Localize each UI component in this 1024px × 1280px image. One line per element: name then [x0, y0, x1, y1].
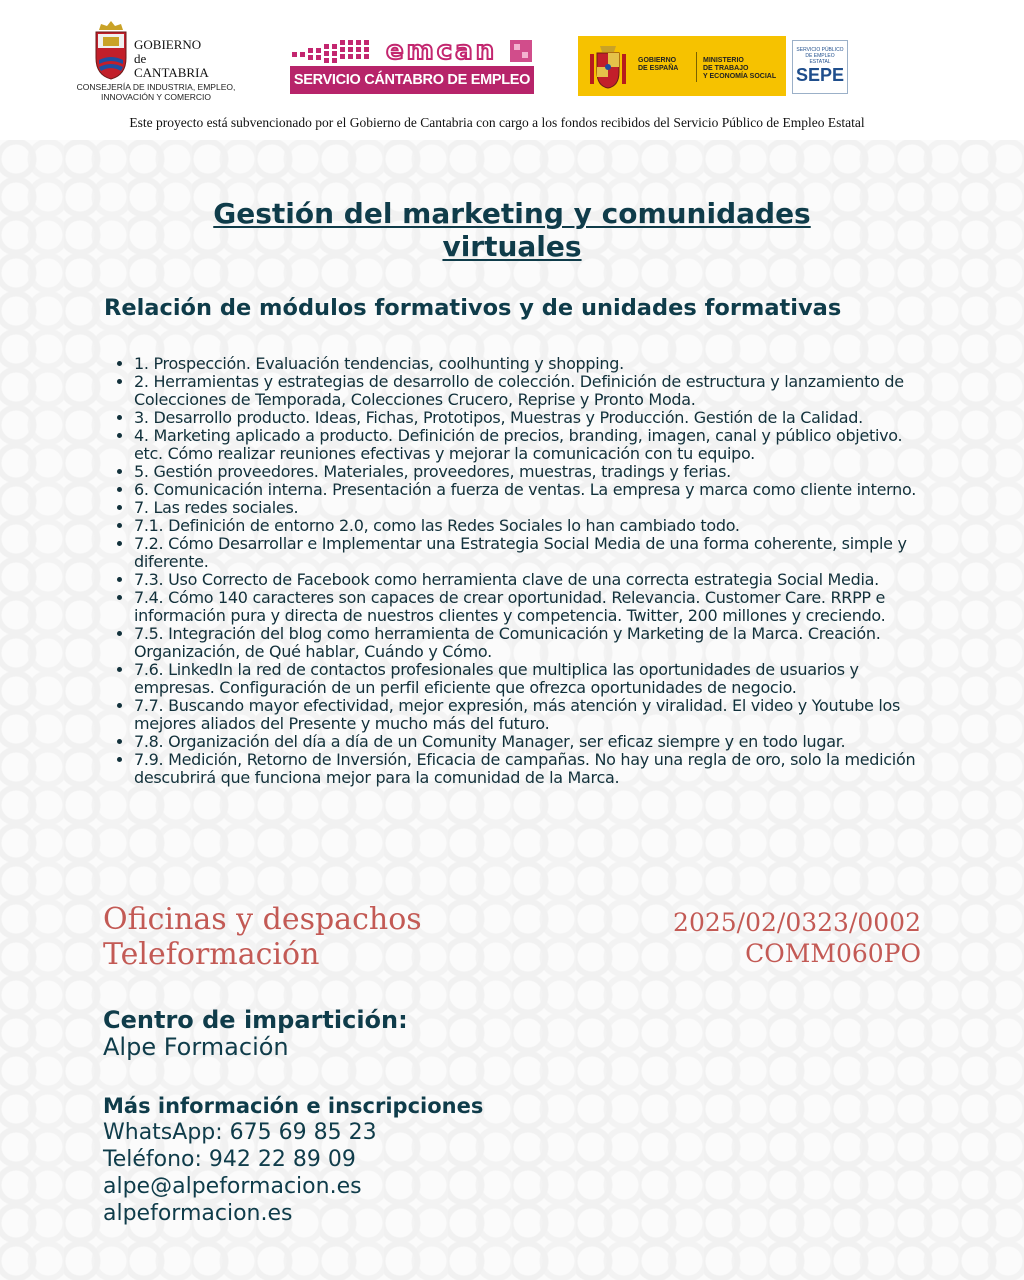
module-item: • 7.3. Uso Correcto de Facebook como herramienta clave de una correcta estrategia Social Media.: [134, 571, 934, 589]
gobierno-cantabria-name: GOBIERNO de CANTABRIA: [134, 37, 209, 80]
center-name: Alpe Formación: [103, 1033, 289, 1061]
emcan-wordmark: emcan: [386, 36, 498, 66]
module-item: • 7.2. Cómo Desarrollar e Implementar una Estrategia Social Media de una forma coherente, simple y diferente.: [134, 535, 934, 571]
divider: [696, 52, 697, 82]
center-heading: Centro de impartición:: [103, 1006, 408, 1034]
email-link[interactable]: alpe@alpeformacion.es: [103, 1174, 362, 1199]
module-item: • 7.8. Organización del día a día de un Comunity Manager, ser eficaz siempre y en todo lugar.: [134, 733, 934, 751]
website-link[interactable]: alpeformacion.es: [103, 1201, 293, 1226]
header: [0, 0, 1024, 140]
course-title: [160, 197, 864, 263]
course-sector: [103, 902, 422, 972]
gobierno-cantabria-logo: [66, 20, 246, 108]
module-item: • 7.7. Buscando mayor efectividad, mejor expresión, más atención y viralidad. El video y Youtube los mejores aliados del Presente y mucho más del futuro.: [134, 697, 934, 733]
gobierno-espana-text: GOBIERNO DE ESPAÑA: [638, 57, 679, 72]
module-item: • 6. Comunicación interna. Presentación a fuerza de ventas. La empresa y marca como cliente interno.: [134, 481, 934, 499]
emcan-logo: [290, 38, 534, 96]
sepe-logo: [792, 40, 848, 94]
course-title-line-2: virtuales: [442, 230, 582, 263]
sepe-wordmark: SEPE: [795, 65, 845, 85]
phone-contact[interactable]: Teléfono: 942 22 89 09: [103, 1147, 356, 1172]
subsidy-note: Este proyecto está subvencionado por el Gobierno de Cantabria con cargo a los fondos recibidos del Servicio Público de Empleo Estatal: [129, 115, 865, 130]
module-item: • 1. Prospección. Evaluación tendencias, coolhunting y shopping.: [134, 355, 934, 373]
spain-coat-of-arms-icon: [588, 42, 628, 90]
module-item: • 7.4. Cómo 140 caracteres son capaces de crear oportunidad. Relevancia. Customer Care. RRPP e información pura y directa de nuestros clientes y competencia. Twitter, 200 millones y creciendo.: [134, 589, 934, 625]
gobierno-espana-logo: [578, 36, 786, 96]
contact-list: [103, 1119, 377, 1227]
modules-heading: Relación de módulos formativos y de unidades formativas: [104, 295, 842, 321]
module-item: • 4. Marketing aplicado a producto. Definición de precios, branding, imagen, canal y público objetivo. etc. Cómo realizar reuniones efectivas y mejorar la comunicación con tu equipo.: [134, 427, 934, 463]
emcan-bar-text: SERVICIO CÁNTABRO DE EMPLEO: [290, 66, 534, 94]
sepe-full-name: SERVICIO PÚBLICO DE EMPLEO ESTATAL: [796, 47, 844, 65]
sector-line: Oficinas y despachos: [103, 902, 422, 937]
module-item: • 7.6. LinkedIn la red de contactos profesionales que multiplica las oportunidades de usuarios y empresas. Configuración de un perfil eficiente que ofrezca oportunidades de negocio.: [134, 661, 934, 697]
specialty-code: COMM060PO: [745, 939, 921, 968]
modules-list: [104, 355, 934, 787]
module-item: • 3. Desarrollo producto. Ideas, Fichas, Prototipos, Muestras y Producción. Gestión de la Calidad.: [134, 409, 934, 427]
cantabria-shield-icon: [93, 20, 129, 80]
module-item: • 2. Herramientas y estrategias de desarrollo de colección. Definición de estructura y lanzamiento de Colecciones de Temporada, Colecciones Crucero, Reprise y Pronto Moda.: [134, 373, 934, 409]
module-item: • 7. Las redes sociales.: [134, 499, 934, 517]
module-item: • 7.5. Integración del blog como herramienta de Comunicación y Marketing de la Marca. Creación. Organización, de Qué hablar, Cuándo y Cómo.: [134, 625, 934, 661]
course-code: [673, 907, 921, 969]
module-item: • 7.9. Medición, Retorno de Inversión, Eficacia de campañas. No hay una regla de oro, solo la medición descubrirá que funciona mejor para la comunidad de la Marca.: [134, 751, 934, 787]
gobierno-cantabria-department: CONSEJERÍA DE INDUSTRIA, EMPLEO, INNOVACIÓN Y COMERCIO: [76, 82, 236, 102]
whatsapp-contact[interactable]: WhatsApp: 675 69 85 23: [103, 1120, 377, 1145]
ministerio-text: MINISTERIO DE TRABAJO Y ECONOMÍA SOCIAL: [703, 57, 777, 80]
module-item: • 5. Gestión proveedores. Materiales, proveedores, muestras, tradings y ferias.: [134, 463, 934, 481]
contact-heading: Más información e inscripciones: [103, 1094, 484, 1118]
modality-line: Teleformación: [103, 937, 320, 972]
module-item: • 7.1. Definición de entorno 2.0, como las Redes Sociales lo han cambiado todo.: [134, 517, 934, 535]
course-title-line-1: Gestión del marketing y comunidades: [213, 197, 811, 230]
file-number: 2025/02/0323/0002: [673, 908, 921, 937]
